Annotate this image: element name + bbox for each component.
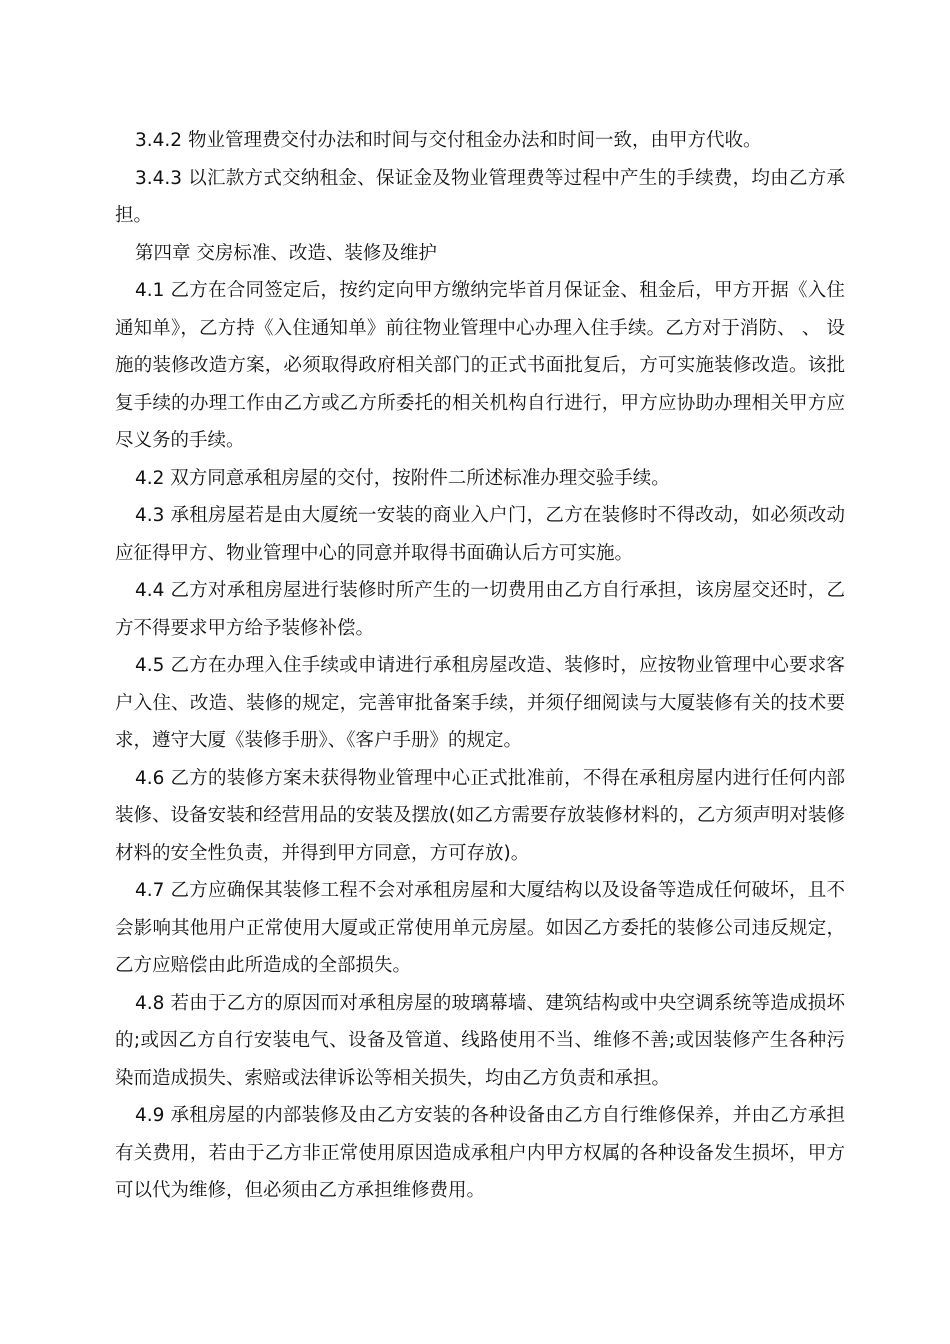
clause-3-4-3: 3.4.3 以汇款方式交纳租金、保证金及物业管理费等过程中产生的手续费，均由乙方承担。	[115, 167, 845, 226]
chapter-4-heading: 第四章 交房标准、改造、装修及维护	[135, 242, 437, 264]
clause-4-7: 4.7 乙方应确保其装修工程不会对承租房屋和大厦结构以及设备等造成任何破坏，且不会影响其他用户正常使用大厦或正常使用单元房屋。如因乙方委托的装修公司违反规定，乙方应赔偿由此所造成的全部损失。	[115, 880, 845, 976]
clause-4-4: 4.4 乙方对承租房屋进行装修时所产生的一切费用由乙方自行承担，该房屋交还时，乙方不得要求甲方给予装修补偿。	[115, 580, 845, 639]
clause-4-8: 4.8 若由于乙方的原因而对承租房屋的玻璃幕墙、建筑结构或中央空调系统等造成损坏的;或因乙方自行安装电气、设备及管道、线路使用不当、维修不善;或因装修产生各种污染而造成损失、索赔或法律诉讼等相关损失，均由乙方负责和承担。	[115, 992, 845, 1089]
clause-4-3: 4.3 承租房屋若是由大厦统一安装的商业入户门，乙方在装修时不得改动，如必须改动应征得甲方、物业管理中心的同意并取得书面确认后方可实施。	[115, 505, 845, 564]
clause-4-6: 4.6 乙方的装修方案未获得物业管理中心正式批准前，不得在承租房屋内进行任何内部装修、设备安装和经营用品的安装及摆放(如乙方需要存放装修材料的，乙方须声明对装修材料的安全性负责，并得到甲方同意，方可存放)。	[115, 767, 845, 864]
clause-4-1: 4.1 乙方在合同签定后，按约定向甲方缴纳完毕首月保证金、租金后，甲方开据《入住通知单》，乙方持《入住通知单》前往物业管理中心办理入住手续。乙方对于消防、 、 设施的装修改造方案，必须取得政府相关部门的正式书面批复后，方可实施装修改造。该批复手续的办理工作由乙方或乙方所委托的相关机构自行进行，甲方应协助办理相关甲方应尽义务的手续。	[115, 280, 845, 451]
clause-4-5: 4.5 乙方在办理入住手续或申请进行承租房屋改造、装修时，应按物业管理中心要求客户入住、改造、装修的规定，完善审批备案手续，并须仔细阅读与大厦装修有关的技术要求，遵守大厦《装修手册》、《客户手册》的规定。	[115, 655, 845, 751]
clause-3-4-2: 3.4.2 物业管理费交付办法和时间与交付租金办法和时间一致，由甲方代收。	[135, 130, 762, 151]
clause-4-9: 4.9 承租房屋的内部装修及由乙方安装的各种设备由乙方自行维修保养，并由乙方承担有关费用，若由于乙方非正常使用原因造成承租户内甲方权属的各种设备发生损坏，甲方可以代为维修，但必须由乙方承担维修费用。	[115, 1105, 845, 1201]
document-body	[115, 122, 845, 1210]
clause-4-2: 4.2 双方同意承租房屋的交付，按附件二所述标准办理交验手续。	[135, 467, 670, 489]
